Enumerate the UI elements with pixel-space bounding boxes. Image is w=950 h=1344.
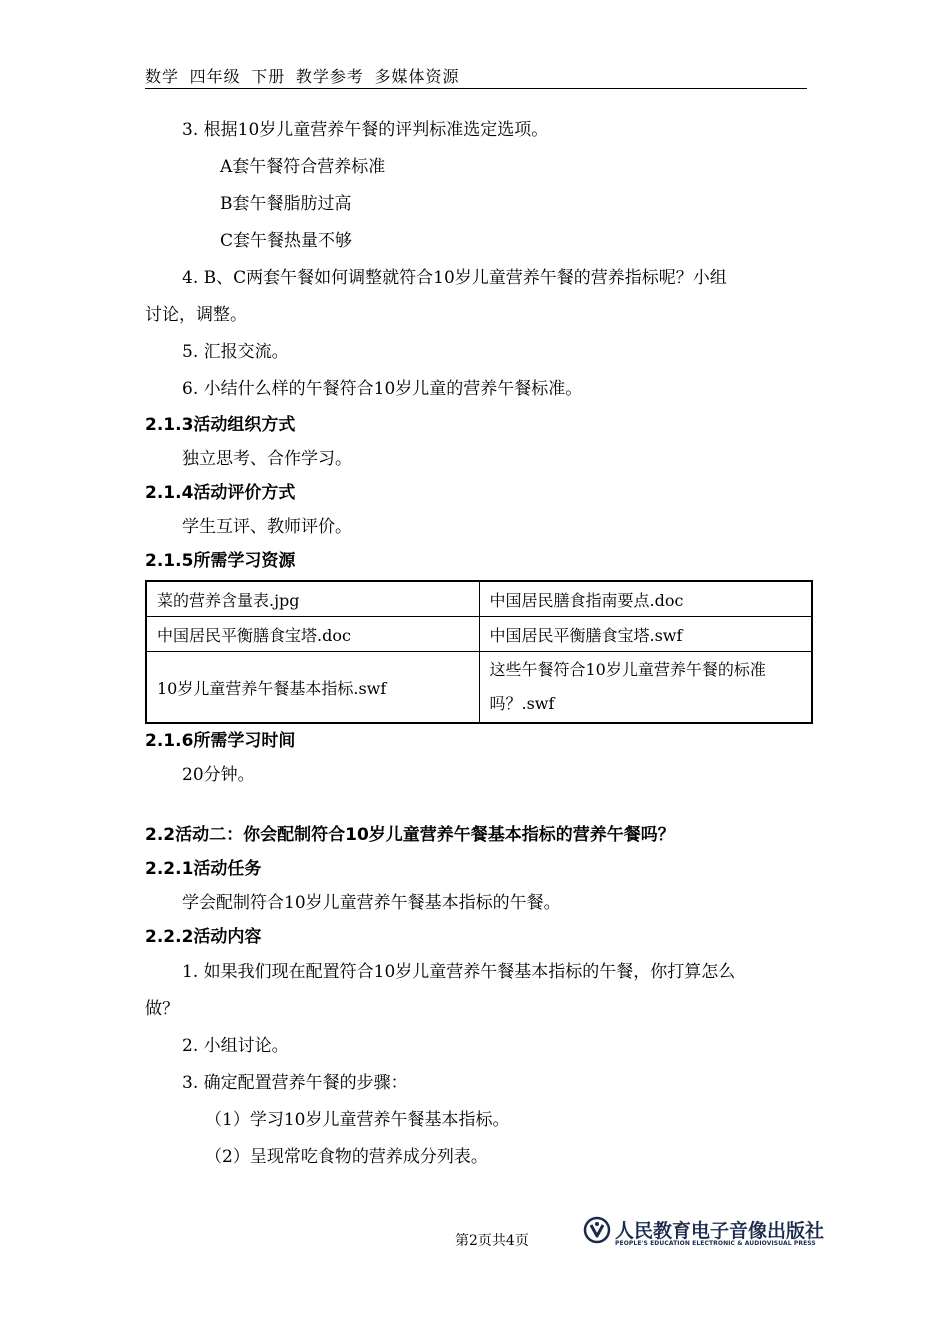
section-heading: 2.2活动二：你会配制符合10岁儿童营养午餐基本指标的营养午餐吗？ (145, 825, 675, 845)
section-heading: 2.2.1活动任务 (145, 859, 262, 879)
sub-item: （1）学习10岁儿童营养午餐基本指标。 (205, 1110, 510, 1130)
table-cell: 中国居民平衡膳食宝塔.swf (479, 617, 812, 652)
table-row (146, 581, 812, 617)
list-item-continuation: 讨论，调整。 (145, 305, 247, 325)
cell-line: 这些午餐符合10岁儿童营养午餐的标准 (489, 660, 766, 679)
table-cell: 10岁儿童营养午餐基本指标.swf (146, 652, 479, 724)
header-title: 数学 四年级 下册 教学参考 多媒体资源 (145, 67, 460, 86)
section-heading: 2.1.3活动组织方式 (145, 415, 296, 435)
page-content (145, 112, 807, 1176)
page-number: 第2页共4页 (455, 1233, 529, 1249)
resources-table (145, 580, 813, 724)
list-item: 6. 小结什么样的午餐符合10岁儿童的营养午餐标准。 (182, 379, 583, 399)
paragraph: 学会配制符合10岁儿童营养午餐基本指标的午餐。 (182, 893, 561, 913)
publisher-name-en: PEOPLE'S EDUCATION ELECTRONIC & AUDIOVISUAL PRESS (615, 1240, 816, 1247)
page-header (145, 64, 807, 89)
list-item: 3. 根据10岁儿童营养午餐的评判标准选定选项。 (182, 120, 549, 140)
option-c: C套午餐热量不够 (220, 231, 353, 251)
table-cell: 中国居民膳食指南要点.doc (479, 581, 812, 617)
list-item: 2. 小组讨论。 (182, 1036, 289, 1056)
publisher-name: 人民教育电子音像出版社 (615, 1220, 825, 1242)
paragraph: 独立思考、合作学习。 (182, 449, 352, 469)
cell-line: 吗？.swf (489, 694, 555, 713)
press-emblem-icon (583, 1216, 611, 1244)
option-b: B套午餐脂肪过高 (220, 194, 352, 214)
list-item: 3. 确定配置营养午餐的步骤： (182, 1073, 408, 1093)
table-cell: 菜的营养含量表.jpg (146, 581, 479, 617)
sub-item: （2）呈现常吃食物的营养成分列表。 (205, 1147, 488, 1167)
table-row (146, 617, 812, 652)
list-item-continuation: 做？ (145, 999, 179, 1019)
paragraph: 20分钟。 (182, 765, 255, 785)
paragraph: 学生互评、教师评价。 (182, 517, 352, 537)
spacer (145, 792, 807, 818)
list-item: 1. 如果我们现在配置符合10岁儿童营养午餐基本指标的午餐，你打算怎么 (182, 962, 736, 982)
option-a: A套午餐符合营养标准 (220, 157, 386, 177)
section-heading: 2.1.4活动评价方式 (145, 483, 296, 503)
publisher-logo (583, 1216, 825, 1250)
list-item: 5. 汇报交流。 (182, 342, 289, 362)
table-row (146, 652, 812, 724)
list-item: 4. B、C两套午餐如何调整就符合10岁儿童营养午餐的营养指标呢？小组 (182, 268, 727, 288)
section-heading: 2.2.2活动内容 (145, 927, 262, 947)
section-heading: 2.1.5所需学习资源 (145, 551, 296, 571)
section-heading: 2.1.6所需学习时间 (145, 731, 296, 751)
table-cell: 中国居民平衡膳食宝塔.doc (146, 617, 479, 652)
table-cell (479, 652, 812, 724)
